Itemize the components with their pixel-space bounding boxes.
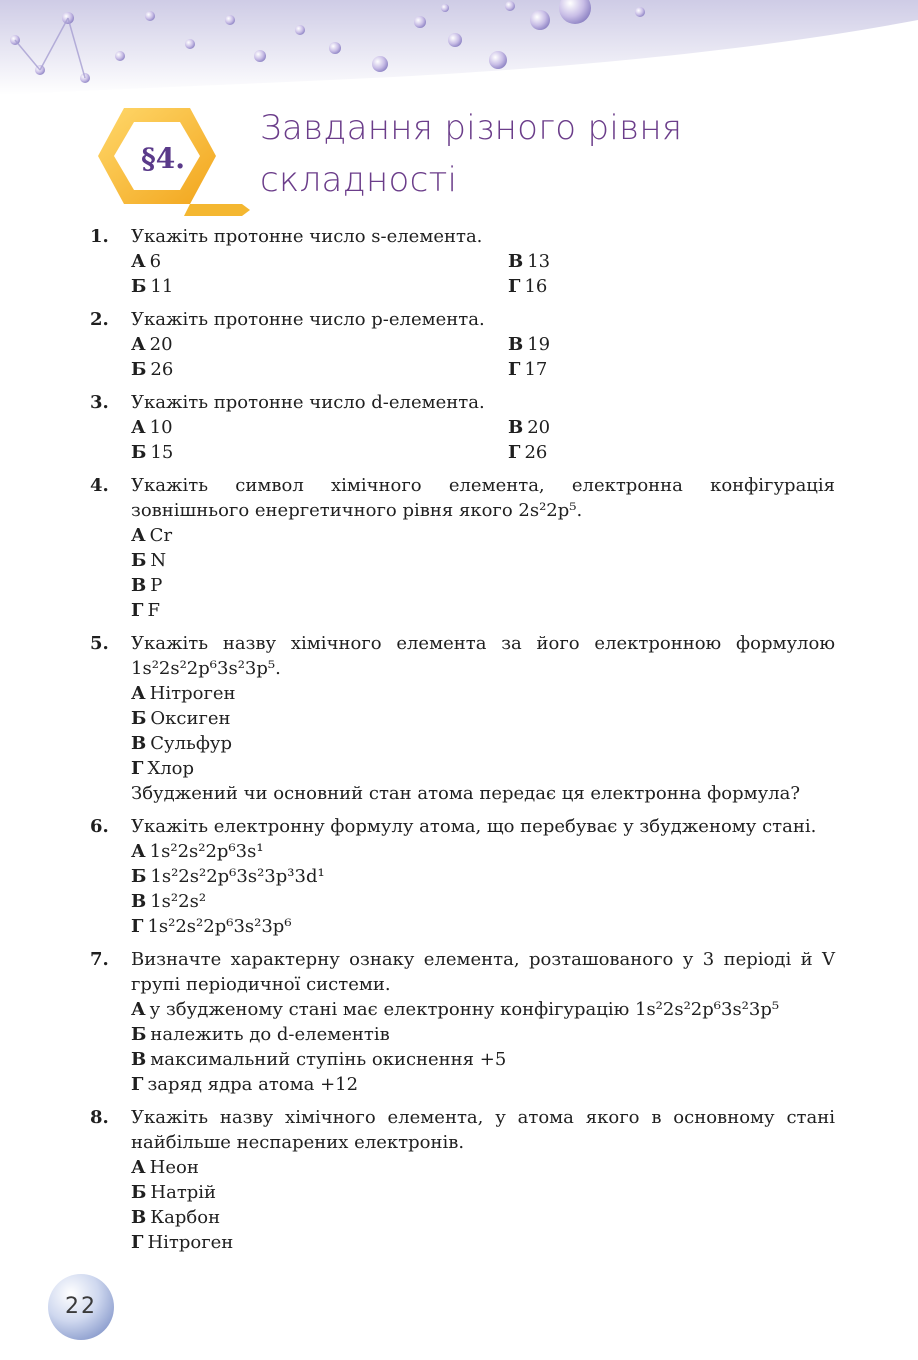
section-title-line2: складності [260,160,458,200]
section-title-line1: Завдання різного рівня [260,108,683,148]
question-3 [90,390,835,465]
electron-formula: 1s²2s²2p⁶3s²3p⁵ [131,658,276,679]
question-followup: Збуджений чи основний стан атома передає ця електронна формула? [131,783,801,804]
question-number: 4. [90,475,109,496]
question-text: Укажіть протонне число d-елемента. [131,392,485,413]
question-2 [90,307,835,382]
option-c: В максимальний ступінь окиснення +5 [131,1049,507,1070]
option-c: В 20 [508,417,551,438]
section-badge-label: §4. [141,142,185,175]
option-a: А Cr [131,525,173,546]
option-c: В 1s²2s² [131,891,207,912]
question-number: 1. [90,226,109,247]
page-number: 22 [65,1294,97,1319]
question-text: Укажіть протонне число s-елемента. [131,226,483,247]
question-text: Укажіть символ хімічного елемента, електронна конфігурація зовнішнього енергетичного рівня якого 2s²2p⁵. [131,475,835,521]
question-number: 7. [90,949,109,970]
question-number: 8. [90,1107,109,1128]
option-b: Б 11 [131,276,174,297]
answer-options [131,332,835,382]
option-c: В 19 [508,334,551,355]
question-text: Укажіть електронну формулу атома, що перебуває у збудженому стані. [131,816,817,837]
option-b: Б N [131,550,167,571]
option-a: А Нітроген [131,683,236,704]
question-number: 6. [90,816,109,837]
decorative-header-bubbles [0,0,918,110]
option-b: Б Оксиген [131,708,231,729]
option-d: Г 16 [508,276,548,297]
option-a: А 1s²2s²2p⁶3s¹ [131,841,264,862]
option-d: Г F [131,600,160,621]
question-6 [90,814,835,939]
section-title [260,102,682,206]
option-d: Г 26 [508,442,548,463]
question-number: 3. [90,392,109,413]
option-b: Б 15 [131,442,174,463]
option-c: В Карбон [131,1207,221,1228]
option-a: А у збудженому стані має електронну конфігурацію 1s²2s²2p⁶3s²3p⁵ [131,999,780,1020]
question-text: Укажіть назву хімічного елемента за його електронною формулою 1s²2s²2p⁶3s²3p⁵. [131,633,835,679]
question-number: 5. [90,633,109,654]
answer-options [131,415,835,465]
option-a: А 6 [131,251,162,272]
electron-formula: 2s²2p⁵ [518,500,577,521]
question-text: Укажіть назву хімічного елемента, у атома якого в основному стані найбільше неспарених електронів. [131,1107,835,1153]
question-text: Визначте характерну ознаку елемента, розташованого у 3 періоді й V групі періодичної системи. [131,949,835,995]
page-number-badge [46,1272,116,1342]
option-a: А Неон [131,1157,199,1178]
option-a: А 10 [131,417,173,438]
question-4 [90,473,835,623]
option-c: В Сульфур [131,733,233,754]
option-b: Б Натрій [131,1182,217,1203]
option-c: В 13 [508,251,551,272]
option-a: А 20 [131,334,173,355]
option-d: Г 1s²2s²2p⁶3s²3p⁶ [131,916,292,937]
answer-options [131,249,835,299]
option-b: Б 1s²2s²2p⁶3s²3p³3d¹ [131,866,325,887]
option-b: Б належить до d-елементів [131,1024,390,1045]
option-d: Г Хлор [131,758,195,779]
option-d: Г 17 [508,359,548,380]
option-d: Г заряд ядра атома +12 [131,1074,359,1095]
question-7 [90,947,835,1097]
question-8 [90,1105,835,1255]
question-text: Укажіть протонне число p-елемента. [131,309,485,330]
question-5 [90,631,835,806]
question-1 [90,224,835,299]
section-heading [92,100,892,220]
option-b: Б 26 [131,359,174,380]
question-number: 2. [90,309,109,330]
option-c: В P [131,575,163,596]
question-list [90,224,835,1263]
option-d: Г Нітроген [131,1232,234,1253]
